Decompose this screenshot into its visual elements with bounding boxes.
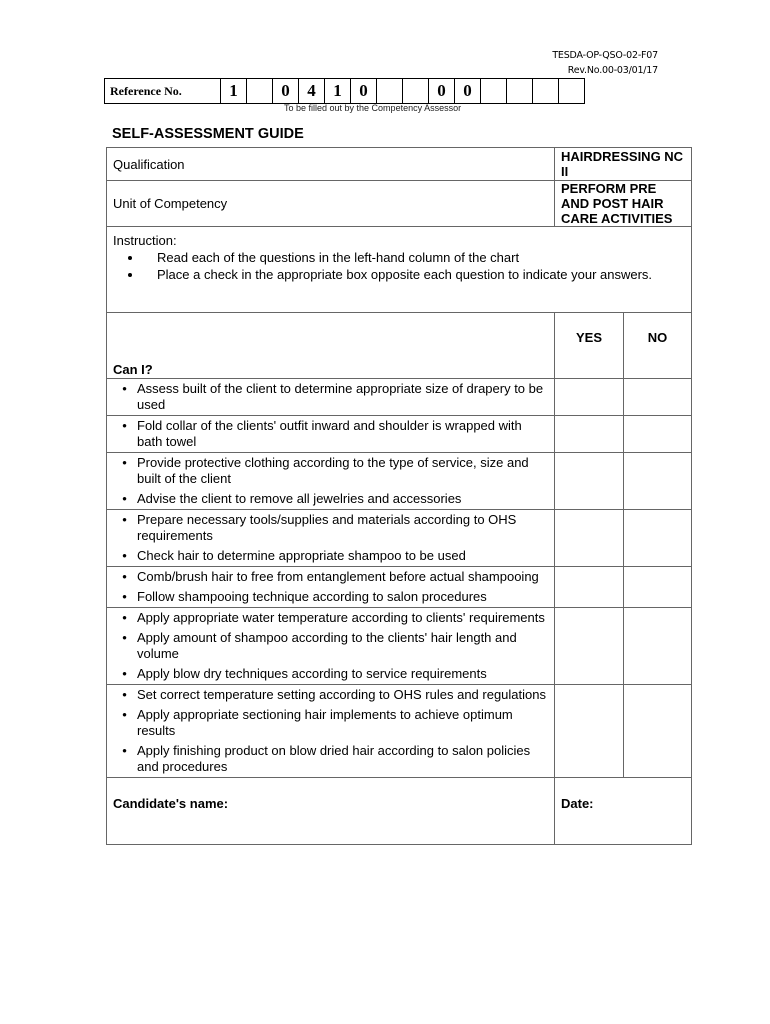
question-text: Assess built of the client to determine appropriate size of drapery to be used (137, 381, 544, 412)
question-cell (107, 685, 555, 778)
assessor-note: To be filled out by the Competency Assessor (284, 103, 462, 113)
table-row (107, 685, 692, 778)
question-item (112, 608, 546, 628)
reference-digit[interactable]: 1 (221, 79, 247, 104)
question-text: Advise the client to remove all jewelries and accessories (137, 491, 462, 506)
no-checkbox[interactable] (624, 608, 692, 685)
reference-digit[interactable] (403, 79, 429, 104)
yes-checkbox[interactable] (555, 416, 624, 453)
bullet-icon: • (122, 743, 127, 758)
reference-digit[interactable] (507, 79, 533, 104)
date-field[interactable]: Date: (555, 778, 692, 845)
question-item (112, 705, 546, 741)
question-text: Check hair to determine appropriate shampoo to be used (137, 548, 466, 563)
table-row (107, 416, 692, 453)
instruction-row (107, 227, 692, 313)
no-checkbox[interactable] (624, 416, 692, 453)
table-row (107, 567, 692, 608)
question-text: Provide protective clothing according to the type of service, size and built of the client (137, 455, 529, 486)
reference-digit[interactable] (559, 79, 585, 104)
instruction-item: • Place a check in the appropriate box opposite each question to indicate your answers. (143, 266, 685, 283)
unit-value: PERFORM PRE AND POST HAIR CARE ACTIVITIES (555, 181, 692, 227)
unit-label: Unit of Competency (107, 181, 555, 227)
question-text: Comb/brush hair to free from entanglement before actual shampooing (137, 569, 539, 584)
page-title: SELF-ASSESSMENT GUIDE (112, 126, 304, 142)
qualification-value: HAIRDRESSING NC II (555, 148, 692, 181)
question-text: Apply appropriate water temperature according to clients' requirements (137, 610, 545, 625)
question-text: Apply amount of shampoo according to the clients' hair length and volume (137, 630, 517, 661)
reference-digit[interactable]: 0 (429, 79, 455, 104)
bullet-icon: • (122, 610, 127, 625)
no-checkbox[interactable] (624, 379, 692, 416)
table-header-row (107, 313, 692, 379)
form-code: TESDA-OP-QSO-02-F07 (552, 50, 658, 61)
self-assessment-table (106, 147, 692, 845)
qualification-label: Qualification (107, 148, 555, 181)
bullet-icon: • (122, 512, 127, 527)
question-item (112, 379, 546, 415)
candidate-name-field[interactable]: Candidate's name: (107, 778, 555, 845)
question-item (112, 510, 546, 546)
form-code-block (490, 48, 658, 78)
question-item (112, 489, 546, 509)
table-row (107, 379, 692, 416)
bullet-icon: • (122, 589, 127, 604)
question-text: Follow shampooing technique according to salon procedures (137, 589, 487, 604)
question-cell (107, 608, 555, 685)
instruction-item: • Read each of the questions in the left-hand column of the chart (143, 249, 685, 266)
table-row (107, 453, 692, 510)
yes-header: YES (555, 313, 624, 379)
signature-row (107, 778, 692, 845)
no-checkbox[interactable] (624, 567, 692, 608)
instruction-list (113, 249, 685, 283)
bullet-icon: • (122, 548, 127, 563)
revision-number: Rev.No.00-03/01/17 (567, 65, 658, 76)
yes-checkbox[interactable] (555, 685, 624, 778)
instruction-cell (107, 227, 692, 313)
bullet-icon: • (122, 687, 127, 702)
reference-digit[interactable]: 4 (299, 79, 325, 104)
unit-row (107, 181, 692, 227)
question-item (112, 453, 546, 489)
bullet-icon: • (122, 707, 127, 722)
question-text: Apply appropriate sectioning hair implements to achieve optimum results (137, 707, 513, 738)
bullet-icon: • (122, 455, 127, 470)
no-checkbox[interactable] (624, 510, 692, 567)
reference-digit[interactable] (533, 79, 559, 104)
yes-checkbox[interactable] (555, 567, 624, 608)
reference-number-table (104, 78, 585, 104)
question-cell (107, 453, 555, 510)
question-cell (107, 379, 555, 416)
no-header: NO (624, 313, 692, 379)
question-item (112, 741, 546, 777)
question-text: Apply blow dry techniques according to service requirements (137, 666, 487, 681)
reference-digit[interactable] (247, 79, 273, 104)
reference-digit[interactable] (377, 79, 403, 104)
question-item (112, 664, 546, 684)
yes-checkbox[interactable] (555, 453, 624, 510)
table-row (107, 608, 692, 685)
reference-digit[interactable]: 0 (273, 79, 299, 104)
question-item (112, 567, 546, 587)
question-item (112, 587, 546, 607)
question-item (112, 628, 546, 664)
question-item (112, 416, 546, 452)
question-item (112, 685, 546, 705)
bullet-icon: • (122, 381, 127, 396)
reference-digit[interactable]: 0 (351, 79, 377, 104)
qualification-row (107, 148, 692, 181)
no-checkbox[interactable] (624, 685, 692, 778)
bullet-icon: • (122, 666, 127, 681)
yes-checkbox[interactable] (555, 510, 624, 567)
question-item (112, 546, 546, 566)
question-text: Prepare necessary tools/supplies and materials according to OHS requirements (137, 512, 517, 543)
question-text: Set correct temperature setting according to OHS rules and regulations (137, 687, 546, 702)
no-checkbox[interactable] (624, 453, 692, 510)
yes-checkbox[interactable] (555, 379, 624, 416)
can-i-header: Can I? (107, 313, 555, 379)
question-text: Fold collar of the clients' outfit inward and shoulder is wrapped with bath towel (137, 418, 522, 449)
bullet-icon: • (122, 491, 127, 506)
bullet-icon: • (122, 569, 127, 584)
bullet-icon: • (122, 630, 127, 645)
question-cell (107, 567, 555, 608)
instruction-label: Instruction: (113, 233, 177, 248)
reference-label: Reference No. (105, 79, 221, 104)
table-row (107, 510, 692, 567)
reference-digit[interactable]: 1 (325, 79, 351, 104)
question-cell (107, 510, 555, 567)
question-text: Apply finishing product on blow dried hair according to salon policies and procedures (137, 743, 531, 774)
bullet-icon: • (122, 418, 127, 433)
yes-checkbox[interactable] (555, 608, 624, 685)
reference-digit[interactable] (481, 79, 507, 104)
question-cell (107, 416, 555, 453)
reference-digit[interactable]: 0 (455, 79, 481, 104)
